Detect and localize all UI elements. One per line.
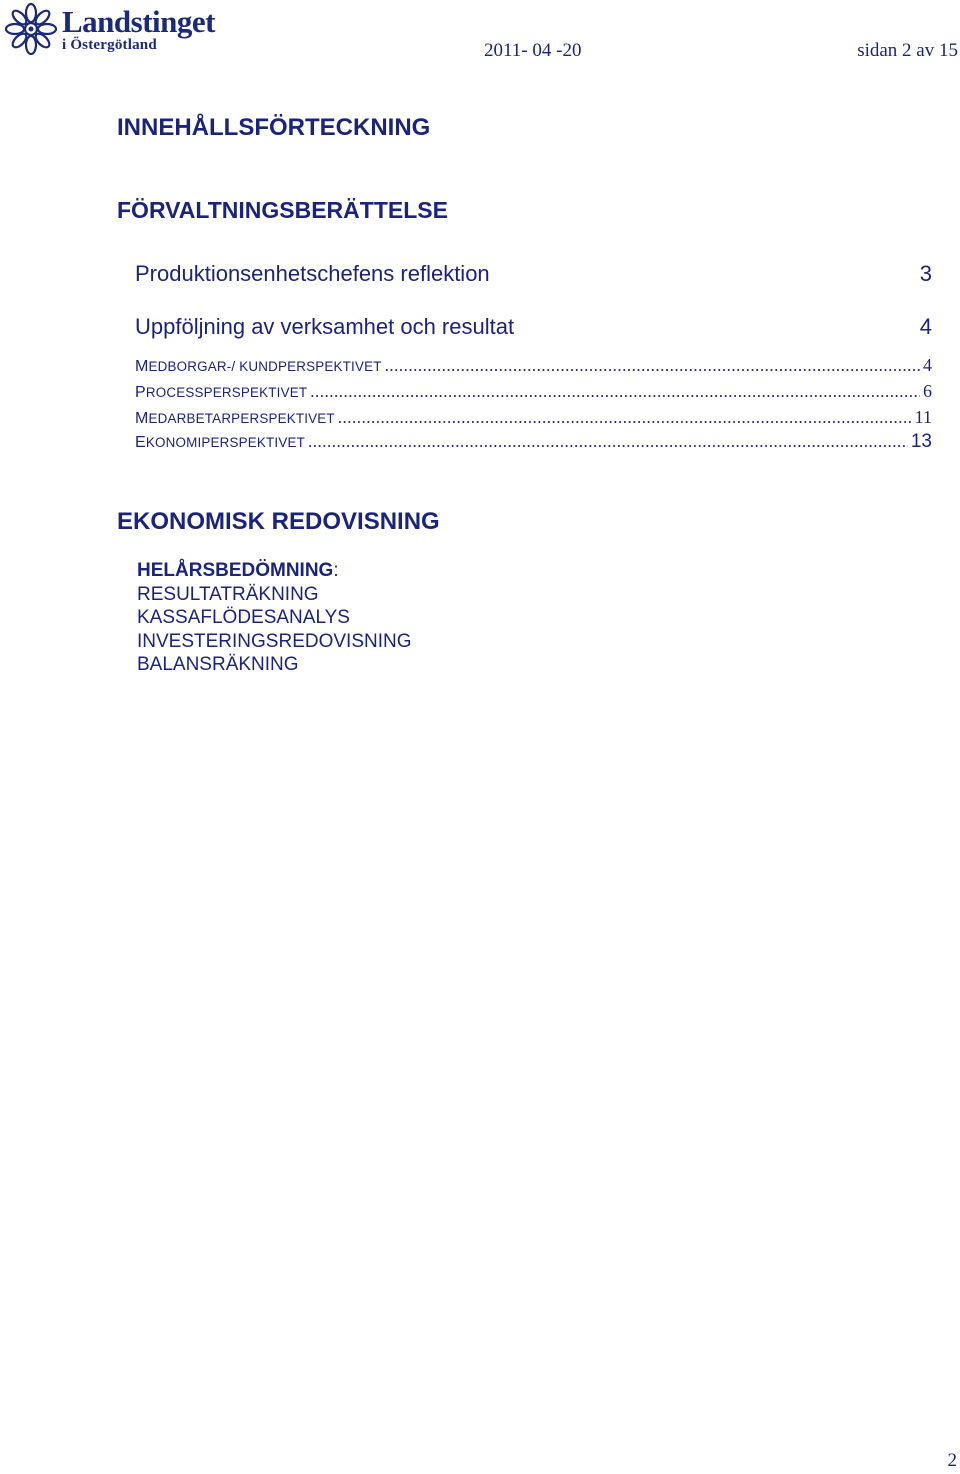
page-indicator: sidan 2 av 15: [857, 40, 958, 61]
toc-entry-minor[interactable]: [135, 381, 932, 402]
toc-entry-label: Produktionsenhetschefens reflektion: [135, 261, 490, 286]
toc-leader-dots: [308, 432, 908, 452]
toc-entry-page: 13: [910, 431, 932, 452]
landstinget-logo: [4, 2, 244, 58]
logo-region: i Östergötland: [62, 37, 157, 53]
flower-emblem-icon: [4, 2, 58, 56]
toc-title: INNEHÅLLSFÖRTECKNING: [117, 114, 431, 141]
logo-name: Landstinget: [62, 4, 215, 39]
list-item: INVESTERINGSREDOVISNING: [137, 630, 412, 652]
section-title-forvaltning: FÖRVALTNINGSBERÄTTELSE: [117, 197, 448, 223]
economic-report-list: [137, 559, 412, 677]
toc-entry-label: MEDARBETARPERSPEKTIVET: [135, 410, 335, 427]
toc-entry-page: 3: [919, 261, 932, 286]
list-item: KASSAFLÖDESANALYS: [137, 607, 350, 628]
toc-entry-major[interactable]: [135, 261, 932, 287]
toc-entry-label: PROCESSPERSPEKTIVET: [135, 384, 308, 401]
toc-leader-dots: [385, 356, 920, 376]
toc-entry-page: 4: [923, 355, 932, 375]
toc-entry-page: 4: [919, 314, 932, 339]
logo-text: [62, 6, 215, 53]
document-date: 2011- 04 -20: [484, 40, 582, 61]
toc-entry-major[interactable]: [135, 314, 932, 340]
list-item: RESULTATRÄKNING: [137, 583, 319, 605]
toc-entry-label: MEDBORGAR-/ KUNDPERSPEKTIVET: [135, 358, 382, 375]
list-item: BALANSRÄKNING: [137, 654, 299, 675]
toc-entry-page: 6: [923, 381, 932, 401]
toc-entry-minor[interactable]: [135, 407, 932, 428]
toc-entry-minor[interactable]: [135, 355, 932, 376]
toc-leader-dots: [338, 408, 912, 428]
toc-entry-minor[interactable]: [135, 431, 932, 453]
toc-entry-page: 11: [914, 407, 932, 427]
toc-entry-label: EKONOMIPERSPEKTIVET: [135, 434, 305, 451]
toc-entry-label: Uppföljning av verksamhet och resultat: [135, 314, 515, 339]
footer-page-number: 2: [947, 1450, 957, 1471]
toc-leader-dots: [310, 382, 920, 402]
section-title-ekonomisk: EKONOMISK REDOVISNING: [117, 508, 440, 535]
list-item: HELÅRSBEDÖMNING:: [137, 560, 339, 581]
